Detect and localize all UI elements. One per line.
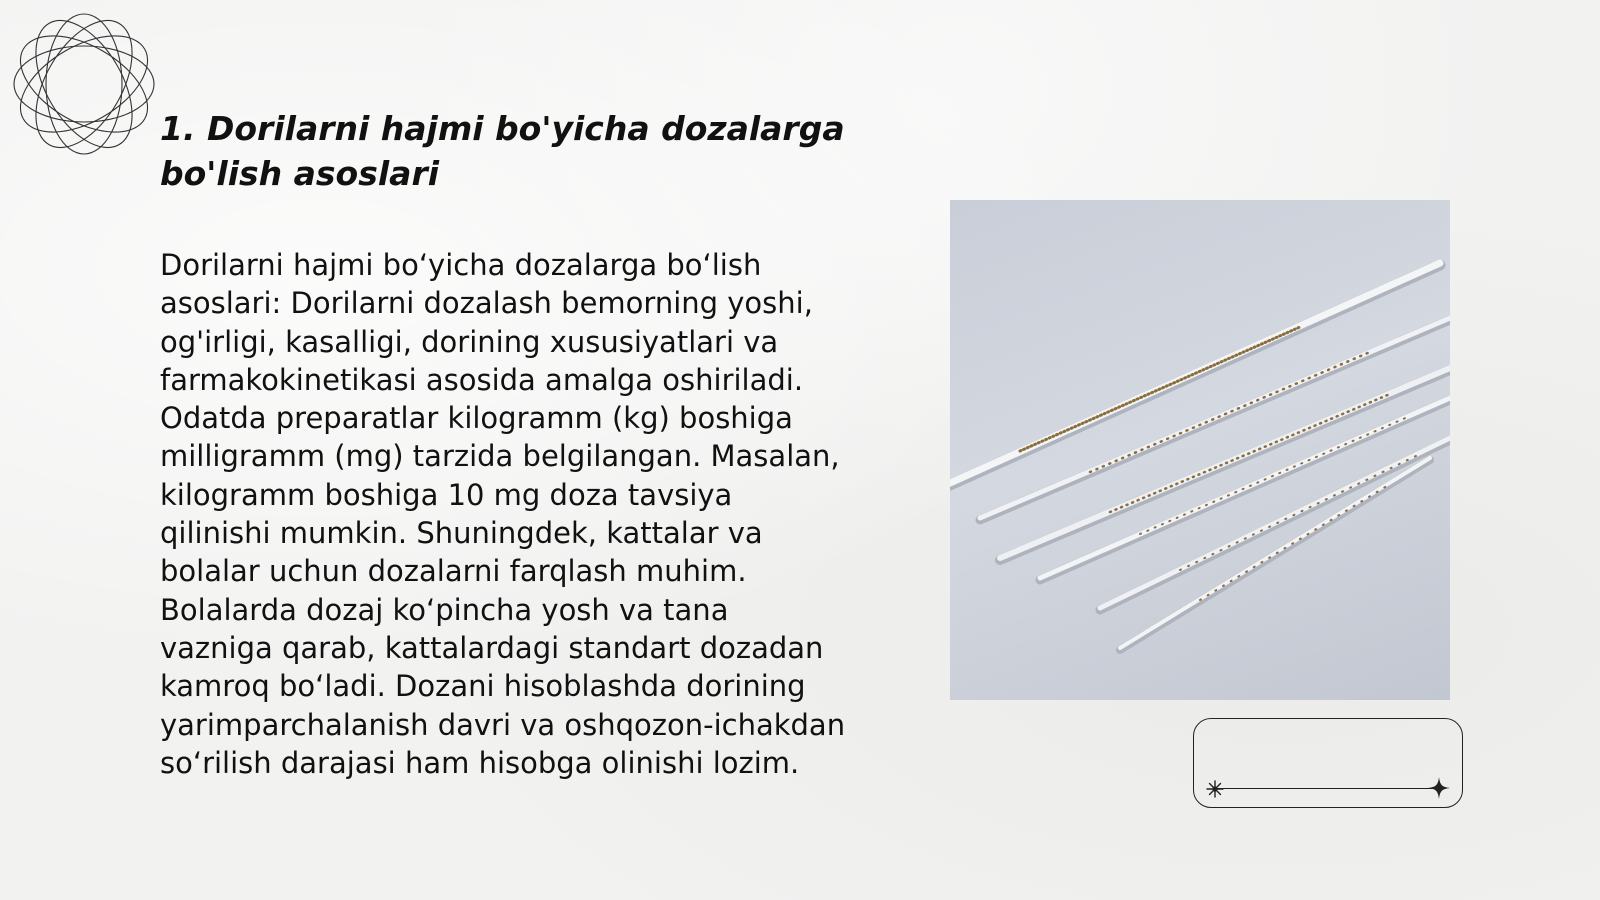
slide-body-text: Dorilarni hajmi bo‘yicha dozalarga bo‘lish asoslari: Dorilarni dozalash bemorning yoshi, og'irligi, kasalligi, dorining xususiyatlari va farmakokinetikasi asosida amalga oshiriladi. Odatda preparatlar kilogramm (kg) boshiga milligramm (mg) tarzida belgilangan. Masalan, kilogramm boshiga 10 mg doza tavsiya qilinishi mumkin. Shuningdek, kattalar va bolalar uchun dozalarni farqlash muhim. Bolalarda dozaj ko‘pincha yosh va tana vazniga qarab, kattalardagi standart dozadan kamroq bo‘ladi. Dozani hisoblashda dorining yarimparchalanish davri va oshqozon-ichakdan so‘rilish darajasi ham hisobga olinishi lozim. bbox=[160, 248, 846, 780]
pipettes-photo bbox=[950, 200, 1450, 700]
four-point-star-icon bbox=[1428, 777, 1450, 799]
sparkle-icon bbox=[1206, 780, 1224, 798]
decorative-frame bbox=[1193, 718, 1463, 808]
slide-title-line2: bo'lish asoslari bbox=[160, 154, 440, 193]
slide-title-line1: 1. Dorilarni hajmi bo'yicha dozalarga bbox=[160, 109, 845, 148]
slide-title bbox=[160, 106, 860, 196]
pipettes-illustration bbox=[950, 200, 1450, 700]
circular-ornament-icon bbox=[10, 10, 158, 158]
decorative-divider bbox=[1214, 788, 1440, 789]
